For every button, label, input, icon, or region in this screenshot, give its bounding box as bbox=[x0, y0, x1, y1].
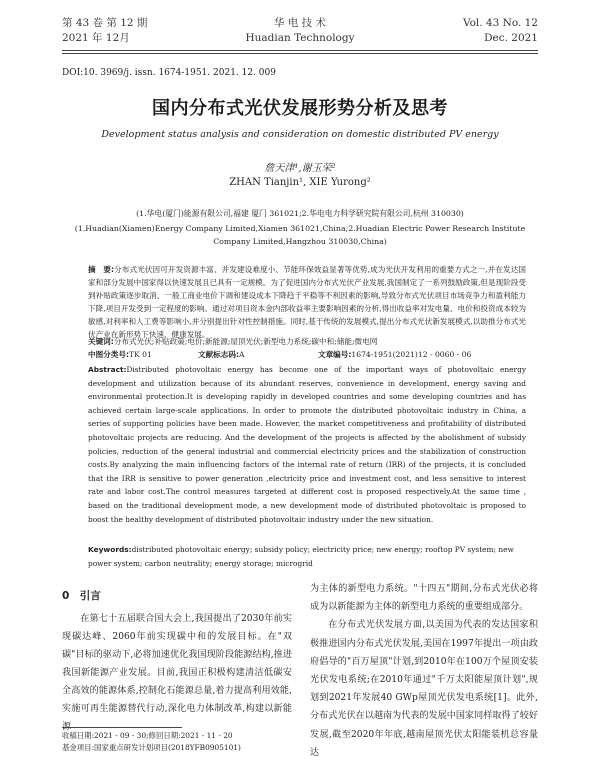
paper-title-en: Development status analysis and consideration on domestic distributed PV energy bbox=[101, 129, 499, 140]
issue-en: Vol. 43 No. 12 bbox=[462, 17, 538, 29]
date-en: Dec. 2021 bbox=[484, 32, 538, 44]
affiliation-en-2: Company Limited,Hangzhou 310030,China) bbox=[213, 237, 387, 246]
keywords-cn-label: 关键词: bbox=[88, 337, 114, 346]
section-heading-intro: 0 引言 bbox=[62, 590, 101, 602]
issue-cn: 第 43 卷 第 12 期 bbox=[62, 17, 148, 29]
footnote-rule bbox=[62, 727, 182, 728]
abstract-en-text: Distributed photovoltaic energy has become one of the important ways of photovoltaic energy development and utilization because of its abundant reserves, convenience in development, energy saving and environmental protection.It is developing rapidly in developed countries and some developing countries and has achieved certain large-scale applications. In order to promote the distributed photovoltaic industry in China, a series of supporting policies have been made. However, the market competitiveness and profitability of distributed photovoltaic projects are reducing. And the development of the projects is affected by the abolishment of subsidy policies, reduction of the general industrial and commercial electricity prices and the stabilization of construction costs.By analyzing the main influencing factors of the internal rate of return (IRR) of the projects, it is concluded that the IRR is sensitive to power generation ,electricity price and investment cost, and less sensitive to interest rate and labor cost.The control measures targeted at different cost is proposed respectively.At the same time , based on the traditional development mode, a new development mode of distributed photovoltaic is proposed to boost the healthy development of distributed photovoltaic industry under the new situation. bbox=[88, 365, 526, 524]
abstract-cn-label: 摘 要: bbox=[88, 265, 115, 274]
body-right-paragraph-2: 在分布式光伏发展方面,以美国为代表的发达国家积极推进国内分布式光伏发展,美国在1997年提出一项由政府倡导的"百万屋顶"计划,到2010年在100万个屋顶安装光伏发电系统;在2010年通过"千万太阳能屋顶计划",规划到2021年发展40 GWp屋顶光伏发电系统[1]。此外,分布式光伏在以越南为代表的发展中国家同样取得了较好发展,截至2020年年底,越南屋顶光伏太阳能装机总容量达 bbox=[310, 620, 538, 758]
affiliation-cn: (1.华电(厦门)能源有限公司,福建 厦门 361021;2.华电电力科学研究院有限公司,杭州 310030) bbox=[136, 209, 464, 218]
footnote-received: 收稿日期:2021 - 09 - 30;修回日期:2021 - 11 - 20 bbox=[62, 731, 233, 740]
header-rule-top bbox=[62, 50, 538, 51]
clc-label: 中图分类号: bbox=[88, 350, 130, 359]
authors-en: ZHAN Tianjin¹, XIE Yurong² bbox=[229, 177, 371, 188]
keywords-en-text: distributed photovoltaic energy; subsidy policy; electricity price; new energy; rooftop PV system; new power system; carbon neutrality; energy storage; microgrid bbox=[88, 545, 514, 568]
authors-cn: 詹天津¹,谢玉荣² bbox=[264, 163, 336, 174]
keywords-en bbox=[88, 543, 526, 570]
journal-en: Huadian Technology bbox=[245, 32, 355, 44]
article-no-label: 文章编号: bbox=[318, 350, 352, 359]
doc-code-value: A bbox=[239, 350, 245, 359]
abstract-en bbox=[88, 363, 526, 526]
abstract-cn-text: 分布式光伏因可开发资源丰富、并发建设难度小、节能环保效益显著等优势,成为光伏开发利用的重要方式之一,并在发达国家和部分发展中国家得以快速发展且已具有一定规模。为了促进国内分布式光伏产业发展,我国制定了一系列鼓励政策,但是现阶段受到补贴政策逐步取消、一般工商业电价下调和建设成本下降趋于平稳等不利因素的影响,导致分布式光伏项目市场竞争力和盈利能力下降,项目开发受到一定程度的影响。通过对项目资本金内部收益率主要影响因素的分析,得出收益率对发电量、电价和投资成本较为敏感,对利率和人工费等影响小,并分别提出针对性控制措施。同时,基于传统的发展模式,提出分布式光伏新发展模式,以助推分布式光伏产业在新形势下快速、健康发展。 bbox=[88, 265, 526, 340]
body-column-left bbox=[62, 610, 292, 736]
keywords-en-label: Keywords: bbox=[88, 545, 132, 554]
affiliation-en-1: (1.Huadian(Xiamen)Energy Company Limited,Xiamen 361021,China;2.Huadian Electric Power Research Institute bbox=[74, 224, 526, 233]
body-right-paragraph-1: 为主体的新型电力系统。"十四五"期间,分布式光伏必将成为以新能源为主体的新型电力系统的重要组成部分。 bbox=[310, 584, 538, 613]
header-rule-bottom bbox=[62, 53, 538, 54]
body-column-right bbox=[310, 580, 538, 762]
clc-value: TK 01 bbox=[129, 350, 152, 359]
abstract-en-label: Abstract: bbox=[88, 365, 127, 374]
doc-code-label: 文献标志码: bbox=[198, 350, 240, 359]
header-right bbox=[463, 16, 538, 46]
journal-cn: 华 电 技 术 bbox=[273, 17, 326, 29]
doi: DOI:10. 3969/j. issn. 1674-1951. 2021. 12. 009 bbox=[62, 68, 276, 78]
paper-title-cn: 国内分布式光伏发展形势分析及思考 bbox=[152, 98, 448, 119]
body-left-paragraph: 在第七十五届联合国大会上,我国提出了2030年前实现碳达峰、2060年前实现碳中和的发展目标。在"双碳"目标的驱动下,必将加速优化我国现阶段能源结构,推进我国新能源产业发展。目前,我国正积极构建清洁低碳安全高效的能源体系,控制化石能源总量,着力提高利用效能,实施可再生能源替代行动,深化电力体制改革,构建以新能源 bbox=[62, 614, 292, 732]
date-cn: 2021 年 12月 bbox=[62, 32, 130, 44]
classification-row bbox=[88, 349, 526, 360]
keywords-cn bbox=[88, 335, 526, 348]
keywords-cn-text: 分布式光伏;补贴政策;电价;新能源;屋顶光伏;新型电力系统;碳中和;储能;微电网 bbox=[113, 337, 378, 346]
abstract-cn bbox=[88, 263, 526, 342]
footnote bbox=[62, 730, 241, 754]
article-no-value: 1674-1951(2021)12 - 0060 - 06 bbox=[351, 350, 472, 359]
footnote-fund: 基金项目:国家重点研发计划项目(2018YFB0905101) bbox=[62, 743, 241, 752]
